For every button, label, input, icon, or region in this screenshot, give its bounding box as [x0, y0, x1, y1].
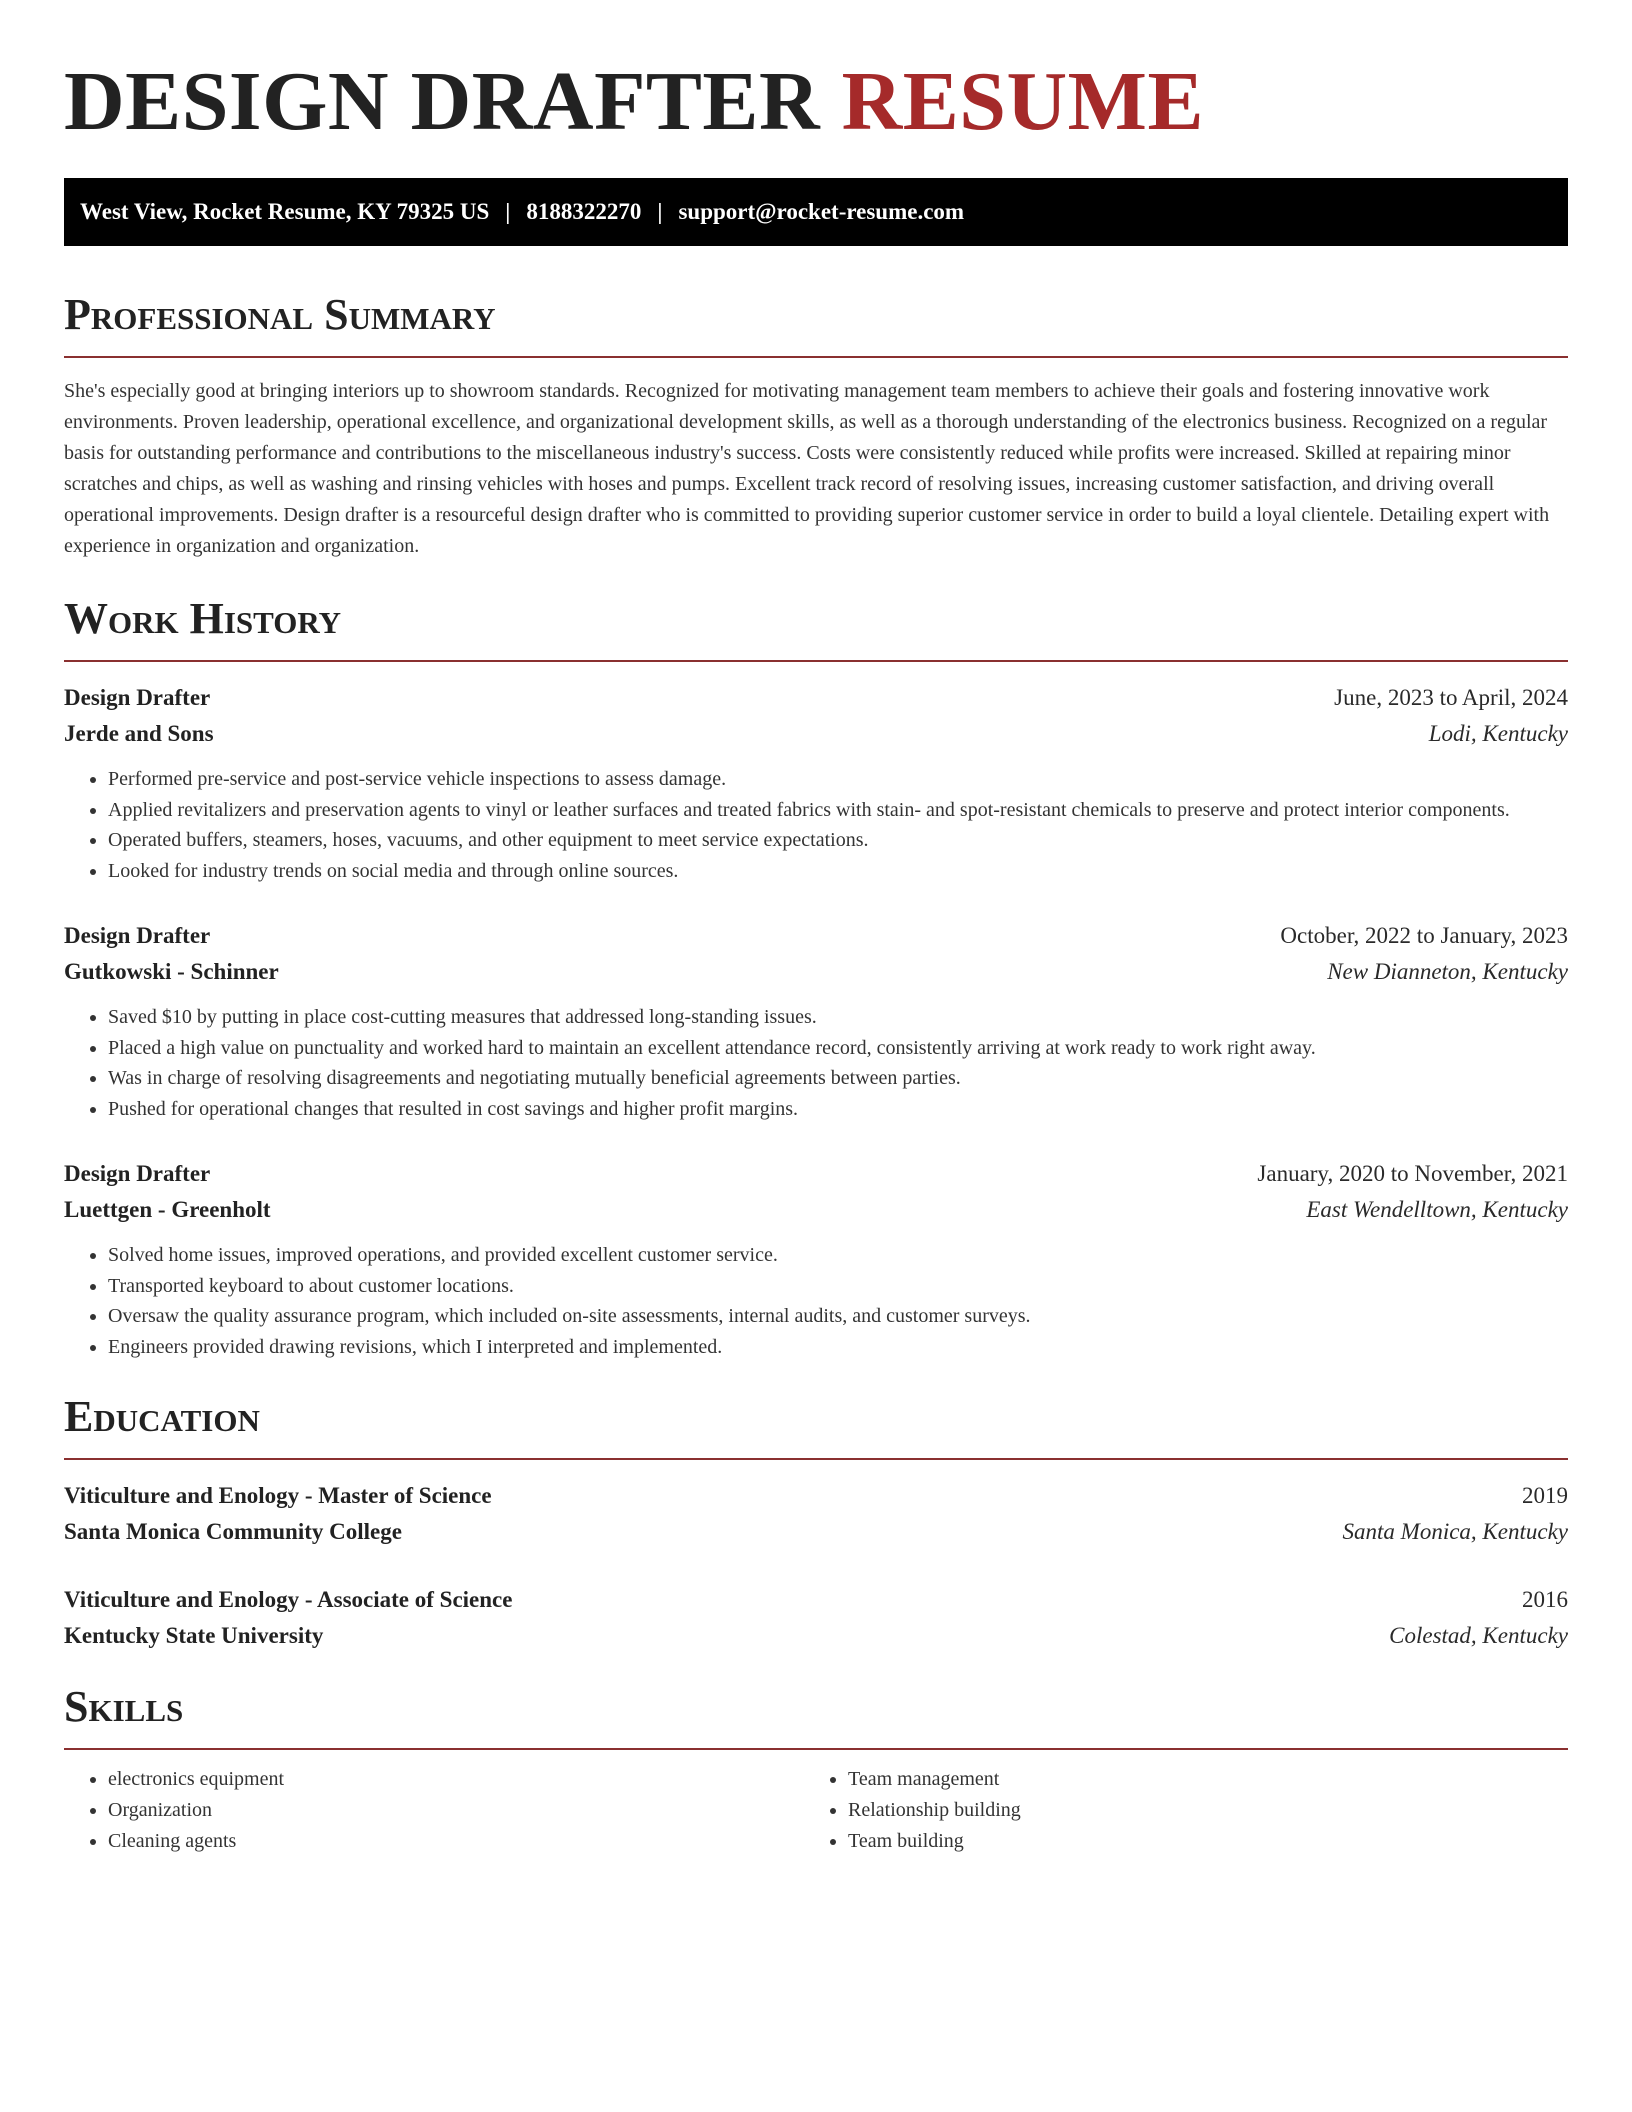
- job-subheader: [64, 1192, 1568, 1228]
- contact-separator: |: [505, 199, 511, 224]
- section-divider: [64, 1748, 1568, 1750]
- job-entry: [64, 680, 1568, 886]
- job-bullet: • Was in charge of resolving disagreements and negotiating mutually beneficial agreements between parties.: [108, 1063, 1568, 1094]
- job-bullet: • Operated buffers, steamers, hoses, vacuums, and other equipment to meet service expectations.: [108, 825, 1568, 856]
- job-subheader: [64, 716, 1568, 752]
- education-degree: Viticulture and Enology - Associate of Science: [64, 1587, 513, 1612]
- section-divider: [64, 356, 1568, 358]
- job-location: East Wendelltown, Kentucky: [1306, 1197, 1568, 1222]
- contact-bar: [64, 178, 1568, 246]
- skills-list-left: [64, 1764, 804, 1857]
- job-company: Gutkowski - Schinner: [64, 959, 279, 984]
- skill-item: • Relationship building: [848, 1795, 1544, 1826]
- skill-item: • Team management: [848, 1764, 1544, 1795]
- section-heading: Education: [64, 1392, 260, 1441]
- job-subheader: [64, 954, 1568, 990]
- education-header: [64, 1478, 1568, 1514]
- job-dates: June, 2023 to April, 2024: [1334, 685, 1568, 710]
- skill-item: • Organization: [108, 1795, 804, 1826]
- job-dates: October, 2022 to January, 2023: [1280, 923, 1568, 948]
- job-bullet: • Solved home issues, improved operations, and provided excellent customer service.: [108, 1240, 1568, 1271]
- job-bullets: [64, 764, 1568, 886]
- job-location: New Dianneton, Kentucky: [1327, 959, 1568, 984]
- title-accent: RESUME: [841, 55, 1204, 148]
- title-main: DESIGN DRAFTER: [64, 55, 821, 148]
- section-heading: Skills: [64, 1682, 184, 1731]
- education-section: [64, 1390, 1568, 1654]
- job-title: Design Drafter: [64, 1161, 211, 1186]
- education-school: Santa Monica Community College: [64, 1519, 402, 1544]
- section-heading: Work History: [64, 594, 342, 643]
- education-location: Santa Monica, Kentucky: [1342, 1519, 1568, 1544]
- job-bullet: • Oversaw the quality assurance program, which included on-site assessments, internal audits, and customer surveys.: [108, 1301, 1568, 1332]
- job-entry: [64, 1156, 1568, 1362]
- job-bullet: • Placed a high value on punctuality and worked hard to maintain an excellent attendance record, consistently arriving at work ready to work right away.: [108, 1033, 1568, 1064]
- section-divider: [64, 1458, 1568, 1460]
- contact-separator: |: [657, 199, 663, 224]
- skill-item: • electronics equipment: [108, 1764, 804, 1795]
- job-location: Lodi, Kentucky: [1428, 721, 1568, 746]
- education-year: 2016: [1522, 1587, 1568, 1612]
- education-location: Colestad, Kentucky: [1389, 1623, 1568, 1648]
- job-title: Design Drafter: [64, 923, 211, 948]
- job-entry: [64, 918, 1568, 1124]
- skill-item: • Team building: [848, 1826, 1544, 1857]
- skills-list-right: [804, 1764, 1544, 1857]
- contact-phone: 8188322270: [526, 199, 642, 224]
- job-title: Design Drafter: [64, 685, 211, 710]
- job-company: Jerde and Sons: [64, 721, 214, 746]
- education-subheader: [64, 1618, 1568, 1654]
- skills-grid: [64, 1764, 1568, 1857]
- resume-page: [64, 0, 1568, 1857]
- job-company: Luettgen - Greenholt: [64, 1197, 271, 1222]
- summary-section: [64, 288, 1568, 562]
- job-bullet: • Saved $10 by putting in place cost-cutting measures that addressed long-standing issues.: [108, 1002, 1568, 1033]
- section-divider: [64, 660, 1568, 662]
- job-dates: January, 2020 to November, 2021: [1257, 1161, 1568, 1186]
- job-bullet: • Looked for industry trends on social media and through online sources.: [108, 856, 1568, 887]
- job-bullet: • Applied revitalizers and preservation agents to vinyl or leather surfaces and treated fabrics with stain- and spot-resistant chemicals to preserve and protect interior components.: [108, 795, 1568, 826]
- job-bullet: • Pushed for operational changes that resulted in cost savings and higher profit margins.: [108, 1094, 1568, 1125]
- education-subheader: [64, 1514, 1568, 1550]
- education-school: Kentucky State University: [64, 1623, 324, 1648]
- education-entry: [64, 1478, 1568, 1550]
- contact-address: West View, Rocket Resume, KY 79325 US: [80, 199, 490, 224]
- resume-title: [64, 52, 1568, 152]
- section-heading: Professional Summary: [64, 290, 496, 339]
- job-bullet: • Performed pre-service and post-service vehicle inspections to assess damage.: [108, 764, 1568, 795]
- job-header: [64, 918, 1568, 954]
- education-header: [64, 1582, 1568, 1618]
- job-bullet: • Transported keyboard to about customer locations.: [108, 1271, 1568, 1302]
- skills-section: [64, 1680, 1568, 1857]
- job-bullets: [64, 1002, 1568, 1124]
- education-year: 2019: [1522, 1483, 1568, 1508]
- job-header: [64, 680, 1568, 716]
- education-entry: [64, 1582, 1568, 1654]
- summary-text: She's especially good at bringing interiors up to showroom standards. Recognized for motivating management team members to achieve their goals and fostering innovative work environments. Proven leadership, operational excellence, and organizational development skills, as well as a thorough understanding of the electronics business. Recognized on a regular basis for outstanding performance and contributions to the miscellaneous industry's success. Costs were consistently reduced while profits were increased. Skilled at repairing minor scratches and chips, as well as washing and rinsing vehicles with hoses and pumps. Excellent track record of resolving issues, increasing customer satisfaction, and driving overall operational improvements. Design drafter is a resourceful design drafter who is committed to providing superior customer service in order to build a loyal clientele. Detailing expert with experience in organization and organization.: [64, 380, 1550, 557]
- job-bullet: • Engineers provided drawing revisions, which I interpreted and implemented.: [108, 1332, 1568, 1363]
- job-bullets: [64, 1240, 1568, 1362]
- education-degree: Viticulture and Enology - Master of Science: [64, 1483, 492, 1508]
- work-history-section: [64, 592, 1568, 1362]
- job-header: [64, 1156, 1568, 1192]
- contact-email: support@rocket-resume.com: [678, 199, 965, 224]
- skill-item: • Cleaning agents: [108, 1826, 804, 1857]
